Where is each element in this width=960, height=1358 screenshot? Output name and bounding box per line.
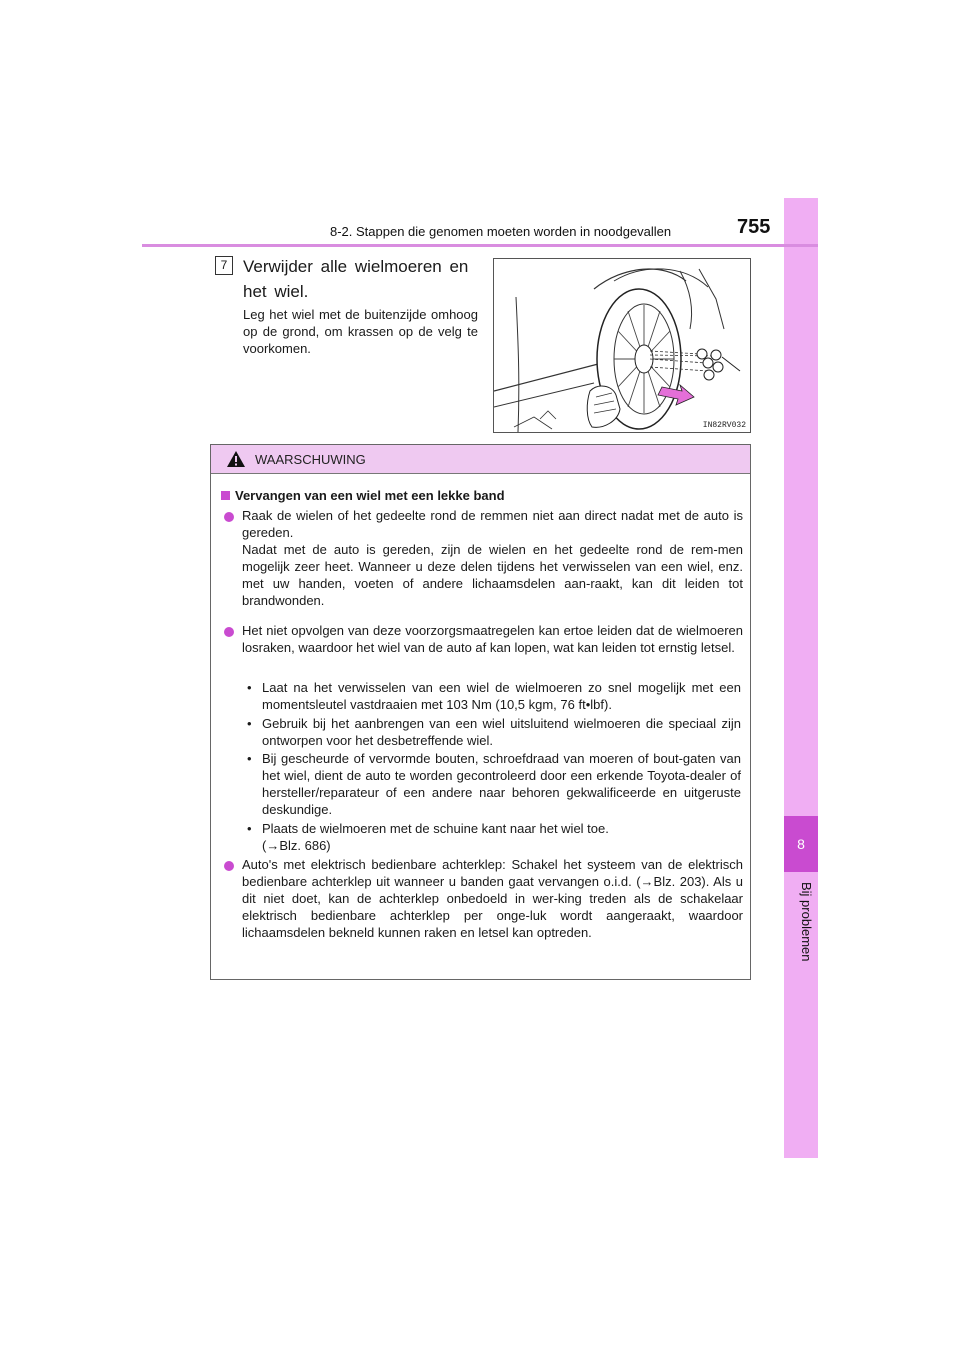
warning-header [211, 445, 750, 474]
warning-paragraph-2: Het niet opvolgen van deze voorzorgsmaatregelen kan ertoe leiden dat de wielmoeren losraken, waardoor het wiel van de auto af kan lopen, wat kan leiden tot ernstig letsel. [242, 623, 743, 655]
sub-item-1: Laat na het verwisselen van een wiel de wielmoeren zo snel mogelijk met een momentsleutel vastdraaien met 103 Nm (10,5 kgm, 76 ft•lbf). [262, 680, 741, 712]
header-rule [142, 244, 818, 247]
sub-item-4 [262, 820, 741, 854]
paragraph-1b: Nadat met de auto is gereden, zijn de wielen en het gedeelte rond de rem-men mogelijk zeer heet. Wanneer u deze delen tijdens het verwisselen van een wiel, enz. met uw handen, voeten of andere lichaamsdelen aan-raakt, kan dit leiden tot brandwonden. [242, 542, 743, 608]
step-body: Leg het wiel met de buitenzijde omhoog op de grond, om krassen op de velg te voorkomen. [243, 307, 478, 356]
section-header: 8-2. Stappen die genomen moeten worden in noodgevallen [330, 224, 672, 239]
sub-bullet-mark: • [247, 680, 252, 695]
figure-code: IN82RV032 [702, 421, 746, 430]
chapter-title: Bij problemen [799, 882, 814, 962]
chapter-number: 8 [784, 816, 818, 872]
step-title-line2: het wiel. [243, 282, 309, 301]
step-title [243, 254, 478, 304]
warning-triangle-icon [226, 450, 246, 473]
chapter-side-tab [784, 198, 818, 1158]
section-title-text: Vervangen van een wiel met een lekke band [235, 488, 505, 503]
page-number: 755 [737, 216, 771, 238]
paragraph-1a: Raak de wielen of het gedeelte rond de remmen niet aan direct nadat met de auto is gereden. [242, 508, 743, 540]
bullet-dot [224, 627, 234, 637]
sub-bullet-mark: • [247, 716, 252, 731]
warning-paragraph-1 [242, 507, 743, 609]
bullet-dot [224, 861, 234, 871]
wheel-removal-illustration [493, 258, 751, 433]
step-number: 7 [215, 256, 233, 275]
sub-item-4b: (→Blz. 686) [262, 838, 331, 853]
sub-bullet-mark: • [247, 821, 252, 836]
sub-bullet-mark: • [247, 751, 252, 766]
sub-item-4a: Plaats de wielmoeren met de schuine kant naar het wiel toe. [262, 821, 609, 836]
sub-item-3: Bij gescheurde of vervormde bouten, schroefdraad van moeren of bout-gaten van het wiel, dient de auto te worden gecontroleerd door een erkende Toyota-dealer of hersteller/reparateur of een andere naar behoren gekwalificeerde en uitgeruste deskundige. [262, 751, 741, 817]
sub-item-2: Gebruik bij het aanbrengen van een wiel uitsluitend wielmoeren die speciaal zijn ontworpen voor het desbetreffende wiel. [262, 716, 741, 748]
bullet-dot [224, 512, 234, 522]
warning-title: WAARSCHUWING [255, 452, 366, 467]
warning-section-title [221, 488, 505, 503]
section-square-bullet [221, 491, 230, 500]
warning-paragraph-3: Auto's met elektrisch bedienbare achterklep: Schakel het systeem van de elektrisch bedienbare achterklep uit wanneer u banden gaat vervangen o.i.d. (→Blz. 203). Als u dit niet doet, kan de achterklep onbedoeld in wer-king treden als de schakelaar elektrisch bedienbare achterklep per onge-luk wordt aangeraakt, waardoor lichaamsdelen bekneld kunnen raken en letsel kan optreden. [242, 857, 743, 940]
step-title-line1: Verwijder alle wielmoeren en [243, 257, 469, 276]
wheel-illustration-drawing [494, 259, 750, 432]
warning-box [210, 444, 751, 980]
